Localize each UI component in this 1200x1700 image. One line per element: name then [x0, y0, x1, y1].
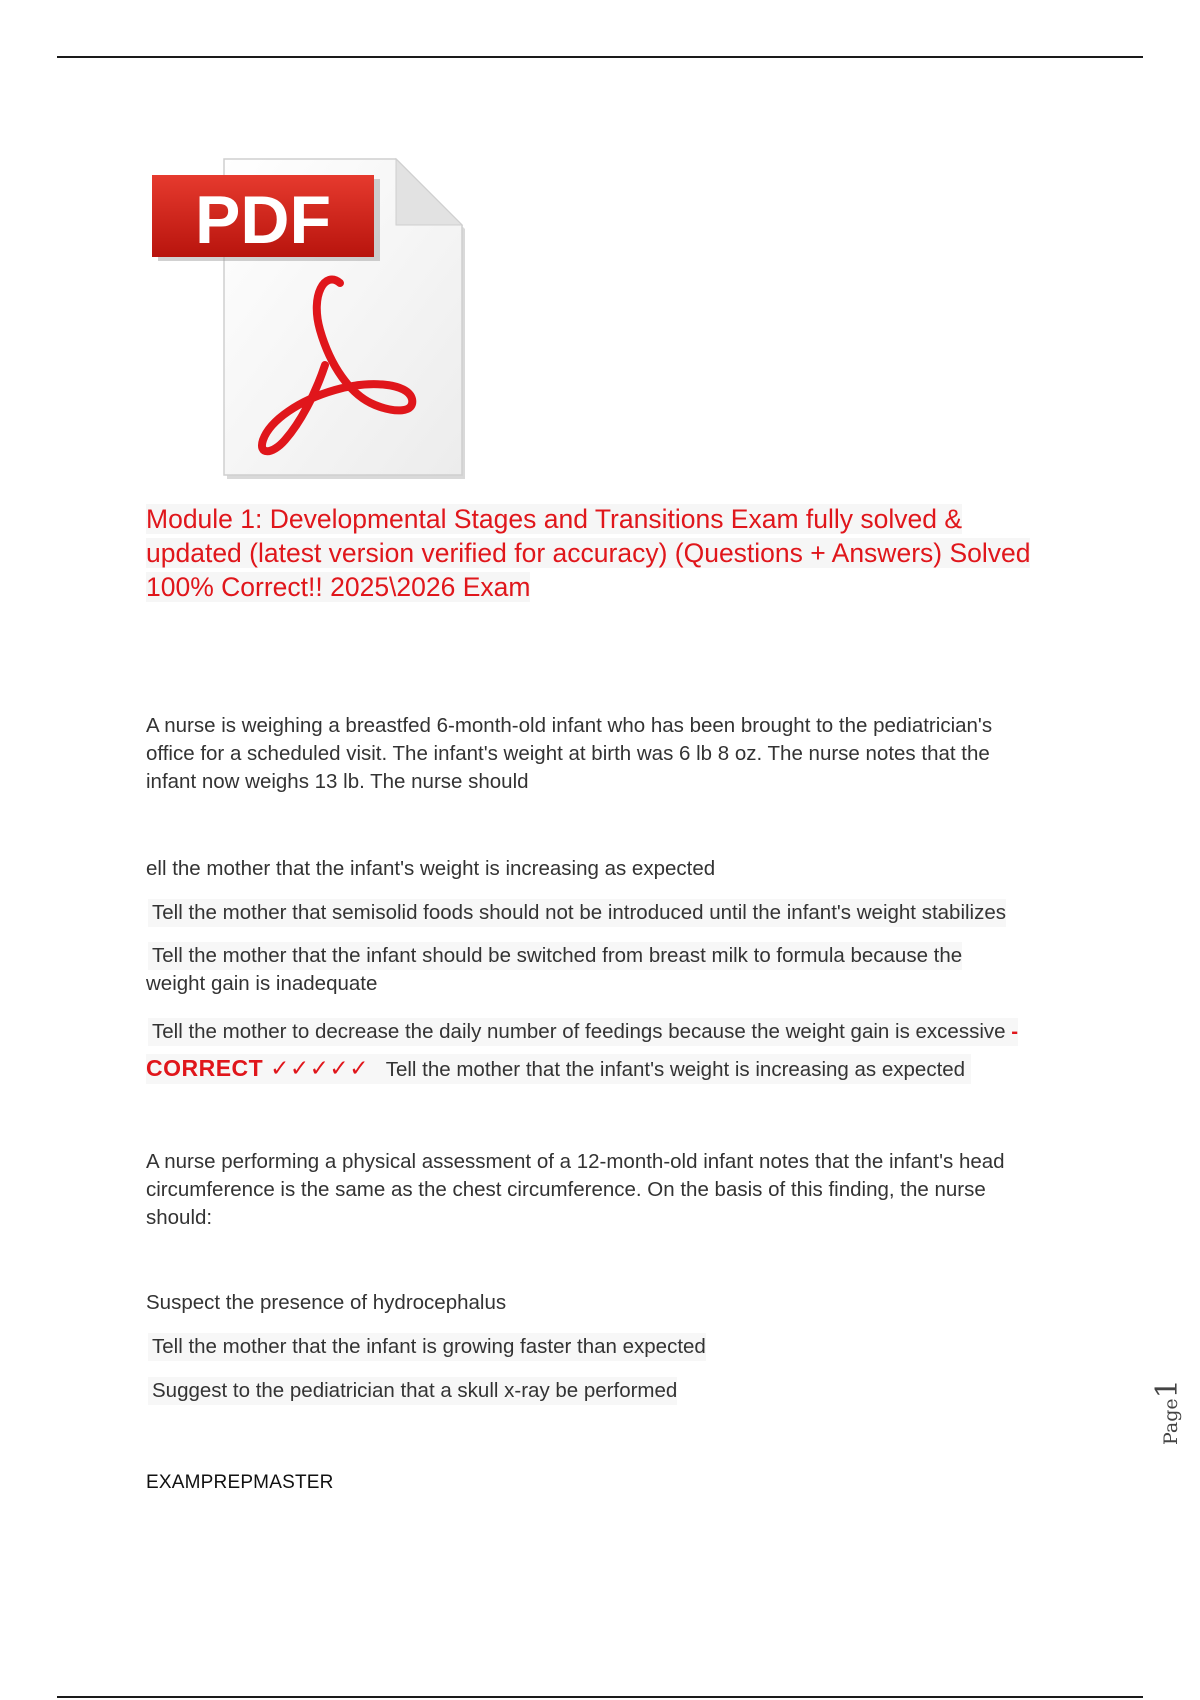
bottom-rule — [57, 1696, 1143, 1698]
question-2-option-3: Suggest to the pediatrician that a skull x-ray be performed — [148, 1377, 677, 1405]
page-number — [1150, 1379, 1185, 1445]
question-stem-line: circumference is the same as the chest circumference. On the basis of this finding, the nurse — [146, 1178, 986, 1201]
question-stem-line: should: — [146, 1206, 213, 1229]
question-1-option-4 — [148, 1018, 1018, 1046]
option-text: Tell the mother to decrease the daily number of feedings because the weight gain is excessive — [152, 1020, 1006, 1043]
question-1-option-2: Tell the mother that semisolid foods should not be introduced until the infant's weight stabilizes — [148, 899, 1006, 927]
pdf-icon-label: PDF — [195, 182, 331, 258]
question-2-stem — [146, 1148, 1106, 1232]
pdf-file-icon — [150, 155, 470, 480]
question-2-option-2: Tell the mother that the infant is growing faster than expected — [148, 1333, 706, 1361]
top-rule — [57, 56, 1143, 58]
footer-brand: EXAMPREPMASTER — [146, 1472, 334, 1493]
question-1-option-3: Tell the mother that the infant should be switched from breast milk to formula because the — [148, 942, 962, 970]
title-line: updated (latest version verified for accuracy) (Questions + Answers) Solved — [146, 538, 1031, 568]
question-stem-line: infant now weighs 13 lb. The nurse should — [146, 770, 529, 793]
question-1-answer — [146, 1054, 971, 1084]
correct-label: CORRECT ✓✓✓✓✓ — [146, 1055, 369, 1081]
question-stem-line: A nurse is weighing a breastfed 6-month-old infant who has been brought to the pediatrician's — [146, 714, 993, 737]
document-title — [146, 502, 1091, 604]
question-2-option-1: Suspect the presence of hydrocephalus — [146, 1291, 507, 1314]
question-1-option-1: ell the mother that the infant's weight is increasing as expected — [146, 857, 716, 880]
title-line: Module 1: Developmental Stages and Transitions Exam fully solved & — [146, 504, 963, 534]
page-label: Page — [1160, 1398, 1182, 1445]
question-stem-line: A nurse performing a physical assessment of a 12-month-old infant notes that the infant's head — [146, 1150, 1005, 1173]
question-1-stem — [146, 712, 1106, 796]
correct-separator: - — [1011, 1020, 1019, 1043]
title-line: 100% Correct!! 2025\2026 Exam — [146, 572, 531, 602]
correct-answer-text: Tell the mother that the infant's weight is increasing as expected — [385, 1058, 966, 1081]
page-number-value: 1 — [1150, 1379, 1185, 1399]
question-stem-line: office for a scheduled visit. The infant's weight at birth was 6 lb 8 oz. The nurse notes that the — [146, 742, 990, 765]
question-1-option-3-cont: weight gain is inadequate — [146, 972, 378, 995]
